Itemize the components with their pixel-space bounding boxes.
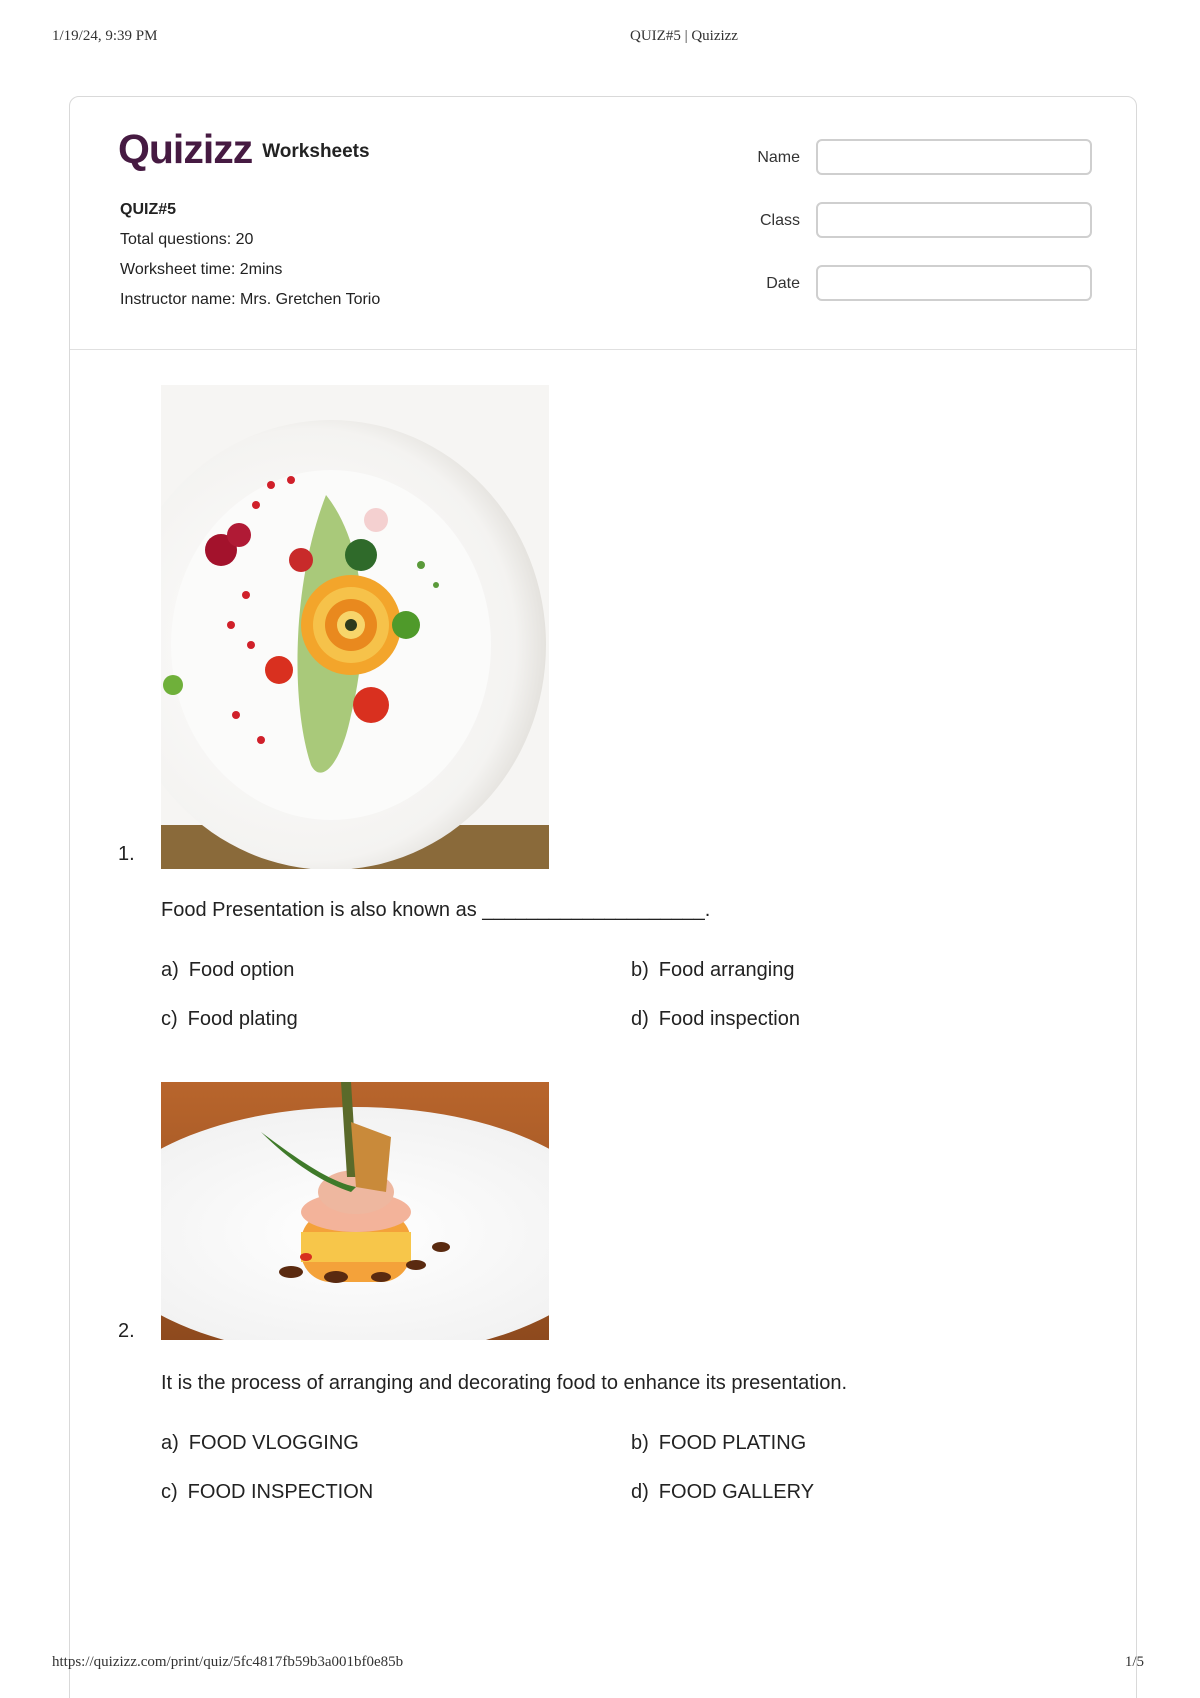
class-label: Class: [759, 212, 800, 229]
date-field[interactable]: [816, 265, 1092, 301]
option-d: d) FOOD GALLERY: [631, 1481, 815, 1503]
option-c: c) Food plating: [161, 1008, 298, 1030]
product-label: Worksheets: [262, 141, 370, 162]
plated-vegetable-dish-photo-icon: [161, 385, 549, 869]
quiz-meta: [120, 195, 380, 315]
option-a: a) FOOD VLOGGING: [161, 1432, 359, 1454]
quizizz-logo: [118, 127, 370, 171]
class-field[interactable]: [816, 202, 1092, 238]
option-b: b) FOOD PLATING: [631, 1432, 807, 1454]
worksheet-time: Worksheet time: 2mins: [120, 261, 283, 278]
instructor-name: Instructor name: Mrs. Gretchen Torio: [120, 291, 381, 308]
print-url: https://quizizz.com/print/quiz/5fc4817fb59b3a001bf0e85b: [52, 1654, 404, 1670]
class-field-row: [730, 202, 1090, 240]
print-datetime: 1/19/24, 9:39 PM: [52, 28, 158, 44]
page-number: 1/5: [1124, 1654, 1144, 1670]
brand-logo-text: Quizizz: [118, 125, 253, 172]
question-number: 1.: [118, 843, 135, 865]
print-footer: [52, 1654, 1148, 1674]
question-text: Food Presentation is also known as ____________________.: [161, 899, 711, 921]
option-d: d) Food inspection: [631, 1008, 800, 1030]
print-header: [52, 28, 1148, 48]
question-text: It is the process of arranging and decorating food to enhance its presentation.: [161, 1372, 847, 1394]
question-number: 2.: [118, 1320, 135, 1342]
option-b: b) Food arranging: [631, 959, 795, 981]
name-field[interactable]: [816, 139, 1092, 175]
option-c: c) FOOD INSPECTION: [161, 1481, 374, 1503]
date-label: Date: [766, 275, 800, 292]
total-questions: Total questions: 20: [120, 231, 254, 248]
worksheet: [69, 96, 1137, 1698]
plated-tower-dish-photo-icon: [161, 1082, 549, 1340]
worksheet-header: [70, 97, 1136, 350]
quiz-title: QUIZ#5: [120, 201, 177, 218]
date-field-row: [730, 265, 1090, 303]
option-a: a) Food option: [161, 959, 295, 981]
name-label: Name: [757, 149, 800, 166]
name-field-row: [730, 139, 1090, 177]
print-page-title: QUIZ#5 | Quizizz: [630, 28, 738, 44]
